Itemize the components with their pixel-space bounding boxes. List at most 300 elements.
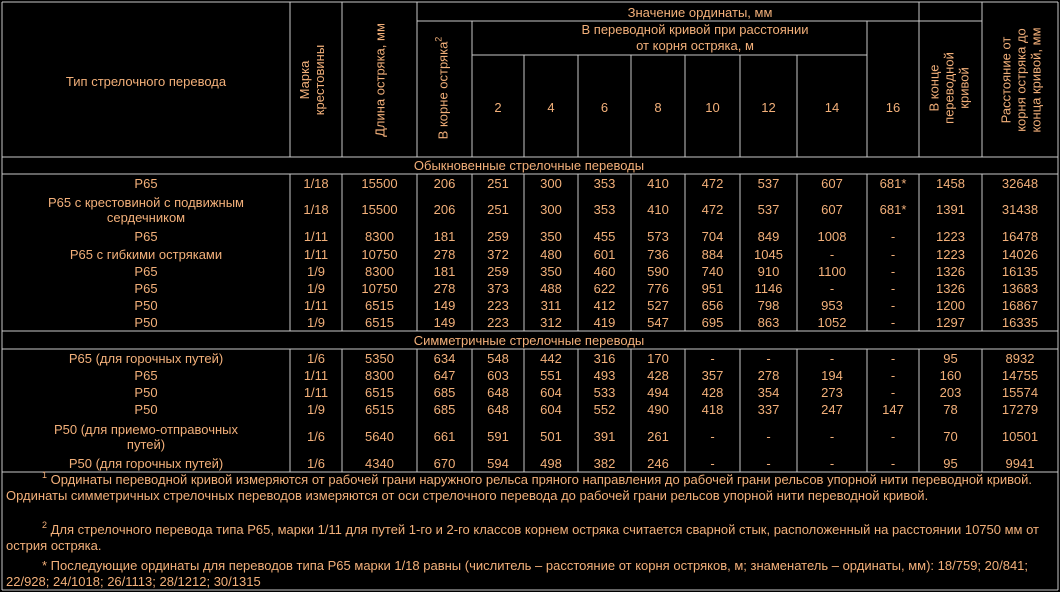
cell-ordinate-14m-line: 953 (821, 298, 843, 313)
header-at-root (433, 36, 451, 140)
cell-type-line: Р65 (134, 264, 158, 279)
cell-ordinate-6m (594, 429, 616, 444)
cell-distance-line: 14755 (1001, 368, 1039, 383)
cell-ordinate-14m (818, 264, 846, 279)
cell-mark (304, 368, 328, 383)
header-end-of-curve (927, 52, 972, 124)
cell-root-ordinate (434, 368, 456, 383)
cell-ordinate-4m-line: 442 (540, 351, 562, 366)
cell-ordinate-8m (647, 315, 669, 330)
cell-ordinate-4m-line: 604 (540, 385, 562, 400)
cell-distance-line: 16867 (1001, 298, 1039, 313)
cell-ordinate-8m (647, 385, 669, 400)
cell-type-line: Р65 (134, 281, 158, 296)
cell-length (365, 315, 394, 330)
cell-ordinate-12m-line: 537 (757, 175, 780, 191)
cell-ordinate-16m-line: - (890, 368, 896, 383)
cell-mark-line: 1/6 (306, 351, 326, 366)
cell-ordinate-16m (880, 176, 907, 191)
cell-length (365, 456, 394, 471)
footnote-3: * Последующие ординаты для переводов типа Р65 марки 1/18 равны (числитель – расстояние от корня остряков, м; знаменатель – ординаты, мм): 18/759; 20/841; 22/928; 24/1018; 26/1113; 28/1212; 30/1315 (6, 558, 1029, 589)
cell-ordinate-4m (540, 281, 562, 296)
cell-ordinate-8m-line: 776 (647, 281, 669, 296)
cell-ordinate-14m-line: - (829, 246, 835, 262)
cell-distance-line: 10501 (1001, 429, 1039, 444)
cell-ordinate-10m (702, 315, 724, 330)
cell-root-ordinate (434, 202, 456, 217)
cell-mark-line: 1/11 (303, 246, 329, 262)
cell-mark (304, 385, 328, 400)
cell-ordinate-12m-line: 1146 (754, 281, 783, 296)
cell-root-ordinate-line: 685 (433, 402, 456, 417)
cell-ordinate-10m (702, 298, 724, 313)
cell-type-line: сердечником (106, 209, 186, 225)
cell-ordinate-12m (766, 351, 770, 366)
cell-distance (1002, 385, 1038, 400)
cell-ordinate-16m (891, 298, 895, 313)
cell-ordinate-14m-line: - (829, 281, 835, 296)
cell-ordinate-8m-line: 428 (647, 368, 669, 383)
cell-type (134, 176, 157, 191)
cell-ordinate-8m (647, 351, 669, 366)
cell-ordinate-16m (891, 281, 895, 296)
cell-end-ordinate (936, 229, 965, 244)
cell-ordinate-12m-line: 863 (757, 315, 780, 330)
header-dist-line-2: корня остряка до (1013, 28, 1029, 132)
cell-type (134, 402, 157, 417)
cell-ordinate-4m (540, 264, 562, 279)
cell-type (134, 385, 157, 400)
cell-distance (1002, 368, 1038, 383)
cell-ordinate-14m-line: 247 (821, 402, 843, 417)
header-dist-line-1: Расстояние от (998, 36, 1014, 124)
cell-ordinate-2m (487, 429, 509, 444)
cell-distance (1002, 202, 1038, 217)
cell-ordinate-4m-line: 551 (540, 368, 562, 383)
cell-end-ordinate (936, 264, 965, 279)
cell-ordinate-12m-line: 910 (757, 264, 780, 279)
cell-ordinate-14m-line: 1052 (817, 315, 847, 330)
cell-ordinate-16m-line: 681* (879, 175, 907, 191)
cell-ordinate-2m-line: 648 (487, 385, 509, 400)
cell-ordinate-4m-line: 350 (540, 264, 562, 279)
header-distance-10m: 10 (705, 100, 720, 115)
cell-ordinate-2m (487, 456, 509, 471)
cell-ordinate-4m (540, 402, 562, 417)
cell-ordinate-14m-line: 273 (821, 385, 843, 400)
cell-ordinate-14m (821, 202, 843, 217)
cell-ordinate-10m-line: 472 (701, 202, 724, 217)
cell-ordinate-14m-line: 194 (821, 368, 843, 383)
cell-ordinate-12m (758, 202, 780, 217)
header-at-root-note-mark: 2 (433, 36, 444, 42)
cell-ordinate-16m (891, 351, 895, 366)
cell-type (134, 315, 157, 330)
cell-ordinate-16m-line: 681* (879, 202, 907, 217)
cell-ordinate-6m (594, 298, 616, 313)
section-symmetric-heading: Симметричные стрелочные переводы (413, 333, 645, 348)
cell-ordinate-2m-line: 594 (487, 456, 509, 471)
cell-ordinate-2m-line: 259 (487, 264, 509, 279)
header-transfer-line-2: от корня остряка, м (636, 38, 754, 53)
cell-ordinate-8m (647, 456, 669, 471)
footnote-1-text: Ординаты переводной кривой измеряются от рабочей грани наружного рельса пряного направления до рабочей грани рельсов упорной нити переводной кривой. Ординаты симметричных стрелочных переводов измеряются от оси стрелочного перевода до рабочей грани рельсов упорной нити переводной кривой. (6, 472, 1032, 503)
cell-length-line: 15500 (361, 202, 398, 217)
cell-mark (303, 202, 328, 217)
cell-ordinate-16m (891, 247, 895, 262)
cell-type (134, 298, 157, 313)
cell-length-line: 5350 (365, 351, 394, 366)
cell-ordinate-14m (818, 229, 847, 244)
cell-ordinate-14m (821, 402, 843, 417)
cell-ordinate-6m-line: 552 (593, 402, 616, 417)
cell-ordinate-10m (702, 264, 724, 279)
cell-end-ordinate-line: 1326 (936, 264, 965, 279)
cell-end-ordinate (936, 176, 965, 191)
cell-ordinate-6m-line: 316 (593, 351, 616, 366)
cell-distance (1002, 315, 1038, 330)
cell-ordinate-2m-line: 548 (487, 351, 509, 366)
cell-ordinate-8m-line: 261 (647, 429, 669, 444)
cell-ordinate-16m-line: - (890, 246, 896, 262)
cell-ordinate-2m-line: 648 (487, 402, 509, 417)
cell-type-line: Р65 с крестовиной с подвижным (48, 194, 244, 210)
cell-ordinate-2m (487, 298, 509, 313)
cell-root-ordinate (434, 429, 456, 444)
cell-root-ordinate-line: 278 (433, 281, 456, 296)
cell-length-line: 6515 (365, 315, 394, 330)
cell-mark-line: 1/6 (306, 429, 326, 444)
cell-ordinate-2m (487, 264, 509, 279)
cell-distance-line: 13683 (1001, 281, 1039, 296)
cell-ordinate-12m (754, 247, 783, 262)
cell-mark (307, 402, 325, 417)
cell-ordinate-8m (647, 281, 669, 296)
header-distance-16m: 16 (885, 100, 901, 115)
cell-ordinate-16m (891, 429, 895, 444)
cell-length (361, 176, 397, 191)
header-mark-line-1: Марка (297, 60, 312, 100)
cell-end-ordinate-line: 70 (943, 429, 958, 444)
cell-distance (1002, 298, 1038, 313)
cell-ordinate-6m-line: 460 (593, 264, 616, 279)
cell-ordinate-14m-line: 1100 (818, 264, 846, 279)
cell-length-line: 8300 (365, 264, 394, 279)
cell-ordinate-12m-line: 337 (757, 402, 780, 417)
cell-ordinate-10m-line: 357 (701, 368, 724, 383)
cell-ordinate-6m (594, 385, 616, 400)
cell-root-ordinate-line: 661 (433, 429, 456, 444)
cell-root-ordinate (434, 456, 456, 471)
cell-ordinate-8m-line: 246 (647, 456, 669, 471)
cell-end-ordinate-line: 1326 (936, 281, 965, 296)
cell-ordinate-14m (830, 456, 834, 471)
cell-end-ordinate (940, 385, 962, 400)
cell-length-line: 5640 (365, 429, 394, 444)
cell-end-ordinate-line: 1297 (936, 315, 965, 330)
cell-root-ordinate (434, 402, 456, 417)
cell-ordinate-2m (487, 368, 509, 383)
cell-root-ordinate (434, 264, 456, 279)
cell-type (134, 264, 157, 279)
footnote-1 (6, 472, 1050, 504)
cell-ordinate-8m-line: 547 (647, 315, 669, 330)
cell-ordinate-14m-line: 607 (821, 202, 843, 217)
cell-distance-line: 16335 (1001, 315, 1039, 330)
cell-ordinate-6m-line: 493 (593, 368, 616, 383)
cell-length (361, 281, 397, 296)
cell-ordinate-4m (540, 247, 562, 262)
cell-distance (1006, 351, 1035, 366)
cell-distance (1002, 281, 1038, 296)
cell-ordinate-10m-line: 884 (701, 246, 724, 262)
cell-ordinate-16m (891, 315, 895, 330)
cell-distance-line: 9941 (1005, 456, 1035, 471)
cell-ordinate-6m-line: 391 (593, 429, 616, 444)
cell-length-line: 4340 (365, 456, 394, 471)
cell-ordinate-6m-line: 601 (593, 246, 616, 262)
cell-end-ordinate-line: 1223 (936, 246, 965, 262)
cell-type (70, 247, 222, 262)
cell-mark-line: 1/9 (306, 402, 326, 417)
cell-ordinate-14m (821, 298, 843, 313)
header-distance-2m: 2 (494, 100, 502, 115)
cell-end-ordinate (943, 429, 957, 444)
cell-length (365, 385, 394, 400)
cell-ordinate-16m (891, 264, 895, 279)
cell-type (134, 229, 157, 244)
cell-ordinate-16m (891, 229, 895, 244)
cell-length (365, 298, 394, 313)
cell-mark (303, 176, 328, 191)
header-end-line-1: В конце (926, 64, 942, 112)
cell-ordinate-16m-line: - (890, 351, 896, 366)
cell-ordinate-2m (487, 351, 509, 366)
cell-end-ordinate-line: 1391 (936, 202, 965, 217)
cell-ordinate-8m (647, 202, 669, 217)
cell-type-line: Р50 (для горочных путей) (68, 456, 224, 471)
header-length: Длина остряка, мм (372, 23, 388, 137)
cell-ordinate-12m-line: - (766, 351, 771, 366)
cell-mark-line: 1/11 (303, 368, 329, 383)
header-at-root-label: В корне остряка (435, 41, 451, 140)
cell-ordinate-10m-line: 656 (701, 298, 724, 313)
cell-ordinate-12m (758, 298, 780, 313)
cell-ordinate-16m (880, 202, 907, 217)
cell-ordinate-16m-line: - (890, 456, 896, 471)
cell-distance (1006, 456, 1035, 471)
cell-end-ordinate-line: 1458 (936, 175, 965, 191)
cell-length (365, 368, 394, 383)
cell-ordinate-10m (702, 385, 724, 400)
header-transfer-line-1: В переводной кривой при расстоянии (581, 22, 809, 37)
cell-type-line: Р65 (для горочных путей) (68, 351, 224, 366)
cell-root-ordinate-line: 647 (433, 368, 456, 383)
cell-end-ordinate (940, 368, 962, 383)
cell-mark-line: 1/11 (303, 229, 329, 244)
cell-type (69, 351, 223, 366)
header-end-line-3: кривой (956, 67, 972, 109)
cell-length-line: 8300 (365, 368, 394, 383)
cell-ordinate-10m (702, 368, 724, 383)
header-distance-4m: 4 (547, 100, 555, 115)
cell-length-line: 8300 (365, 229, 394, 244)
cell-ordinate-10m (710, 351, 714, 366)
cell-ordinate-2m-line: 372 (487, 246, 509, 262)
cell-ordinate-14m-line: - (829, 351, 835, 366)
cell-ordinate-4m (540, 202, 562, 217)
cell-distance-line: 15574 (1001, 385, 1039, 400)
cell-end-ordinate-line: 95 (943, 456, 958, 471)
cell-ordinate-4m (540, 176, 562, 191)
cell-ordinate-10m-line: - (710, 456, 715, 471)
cell-distance-line: 14026 (1001, 246, 1039, 262)
cell-root-ordinate (434, 385, 456, 400)
cell-root-ordinate (434, 298, 456, 313)
cell-ordinate-8m (647, 368, 669, 383)
cell-ordinate-14m (821, 176, 843, 191)
cell-ordinate-2m (487, 315, 509, 330)
cell-ordinate-16m (882, 402, 904, 417)
cell-mark (304, 247, 328, 262)
cell-ordinate-8m-line: 490 (647, 402, 669, 417)
header-mark-line-2: крестовины (312, 44, 327, 116)
cell-type (134, 281, 157, 296)
cell-ordinate-16m-line: - (890, 229, 896, 244)
cell-ordinate-12m-line: 278 (757, 368, 780, 383)
cell-ordinate-8m-line: 590 (647, 264, 669, 279)
cell-end-ordinate (943, 351, 957, 366)
footnote-2 (6, 522, 1050, 554)
cell-mark-line: 1/18 (303, 175, 329, 191)
cell-ordinate-2m (487, 247, 509, 262)
cell-ordinate-8m (647, 176, 669, 191)
cell-ordinate-4m (540, 429, 562, 444)
cell-ordinate-16m (891, 368, 895, 383)
cell-distance-line: 16135 (1001, 264, 1039, 279)
cell-distance (1002, 402, 1038, 417)
cell-type-line: Р65 (134, 175, 158, 191)
cell-ordinate-10m-line: 951 (701, 281, 724, 296)
cell-type (54, 422, 238, 452)
cell-ordinate-4m-line: 488 (540, 281, 562, 296)
cell-length (361, 247, 397, 262)
cell-ordinate-14m (821, 385, 843, 400)
cell-ordinate-4m-line: 300 (540, 202, 562, 217)
header-distance-12m: 12 (761, 100, 776, 115)
cell-ordinate-16m (891, 385, 895, 400)
cell-ordinate-6m (594, 456, 616, 471)
cell-ordinate-6m (594, 281, 616, 296)
cell-type (69, 456, 223, 471)
cell-ordinate-4m-line: 350 (540, 229, 562, 244)
cell-distance (1002, 247, 1038, 262)
cell-ordinate-14m (830, 351, 834, 366)
cell-root-ordinate (434, 247, 456, 262)
cell-type-line: путей) (126, 436, 166, 452)
cell-ordinate-2m (487, 229, 509, 244)
cell-ordinate-4m (540, 368, 562, 383)
cell-ordinate-16m-line: - (890, 429, 896, 444)
cell-root-ordinate (434, 281, 456, 296)
cell-ordinate-6m-line: 622 (593, 281, 616, 296)
cell-ordinate-12m-line: 1045 (754, 246, 783, 262)
cell-ordinate-12m (758, 176, 780, 191)
cell-ordinate-4m-line: 311 (540, 298, 562, 313)
cell-end-ordinate (936, 202, 965, 217)
cell-ordinate-4m-line: 300 (540, 175, 562, 191)
cell-type-line: Р50 (134, 402, 158, 417)
cell-root-ordinate-line: 685 (433, 385, 456, 400)
cell-ordinate-14m (818, 315, 847, 330)
cell-ordinate-6m-line: 353 (593, 202, 616, 217)
header-dist-line-3: конца кривой, мм (1028, 27, 1044, 133)
cell-mark (307, 281, 325, 296)
cell-end-ordinate (936, 315, 965, 330)
cell-length (365, 264, 394, 279)
cell-mark (304, 229, 328, 244)
header-distance-6m: 6 (600, 100, 609, 115)
cell-ordinate-8m-line: 573 (647, 229, 669, 244)
cell-ordinate-2m (487, 281, 509, 296)
cell-type-line: Р65 с гибкими остряками (69, 246, 223, 262)
cell-ordinate-10m (702, 247, 724, 262)
cell-mark (304, 298, 328, 313)
cell-ordinate-10m (702, 176, 724, 191)
cell-end-ordinate-line: 95 (943, 351, 958, 366)
cell-ordinate-16m-line: - (890, 281, 896, 296)
cell-ordinate-6m-line: 419 (593, 315, 616, 330)
cell-ordinate-8m-line: 170 (647, 351, 669, 366)
cell-root-ordinate (434, 176, 456, 191)
cell-root-ordinate-line: 278 (433, 246, 456, 262)
cell-ordinate-14m-line: 607 (821, 175, 843, 191)
cell-mark-line: 1/11 (303, 298, 329, 313)
cell-ordinate-8m-line: 410 (647, 202, 669, 217)
cell-distance-line: 17279 (1001, 402, 1039, 417)
footnote-2-text: Для стрелочного перевода типа Р65, марки 1/11 для путей 1-го и 2-го классов корнем остряка считается сварной стык, расположенный на расстоянии 10750 мм от острия остряка. (6, 522, 1039, 553)
cell-end-ordinate (936, 298, 965, 313)
cell-ordinate-4m-line: 604 (540, 402, 562, 417)
cell-ordinate-10m (710, 456, 714, 471)
cell-ordinate-4m-line: 312 (540, 315, 562, 330)
cell-mark (307, 351, 325, 366)
cell-length (365, 402, 394, 417)
cell-ordinate-12m (766, 456, 770, 471)
cell-type-line: Р65 (134, 229, 158, 244)
cell-type-line: Р50 (для приемо-отправочных (53, 421, 239, 437)
cell-ordinate-12m (766, 429, 770, 444)
cell-ordinate-4m (540, 229, 562, 244)
cell-ordinate-6m (594, 315, 616, 330)
cell-ordinate-12m-line: 798 (757, 298, 780, 313)
cell-root-ordinate-line: 181 (433, 229, 456, 244)
section-ordinary-heading: Обыкновенные стрелочные переводы (413, 158, 645, 173)
cell-ordinate-6m (594, 351, 616, 366)
cell-length (361, 202, 397, 217)
header-distance-to-curve-end (999, 27, 1044, 132)
cell-end-ordinate (936, 281, 965, 296)
cell-root-ordinate-line: 206 (433, 202, 456, 217)
cell-ordinate-10m (710, 429, 714, 444)
cell-root-ordinate (434, 351, 456, 366)
header-type: Тип стрелочного перевода (65, 74, 227, 89)
cell-distance (1002, 229, 1038, 244)
cell-root-ordinate-line: 670 (433, 456, 456, 471)
cell-ordinate-4m-line: 498 (540, 456, 562, 471)
cell-end-ordinate (936, 247, 965, 262)
cell-length-line: 6515 (365, 385, 394, 400)
